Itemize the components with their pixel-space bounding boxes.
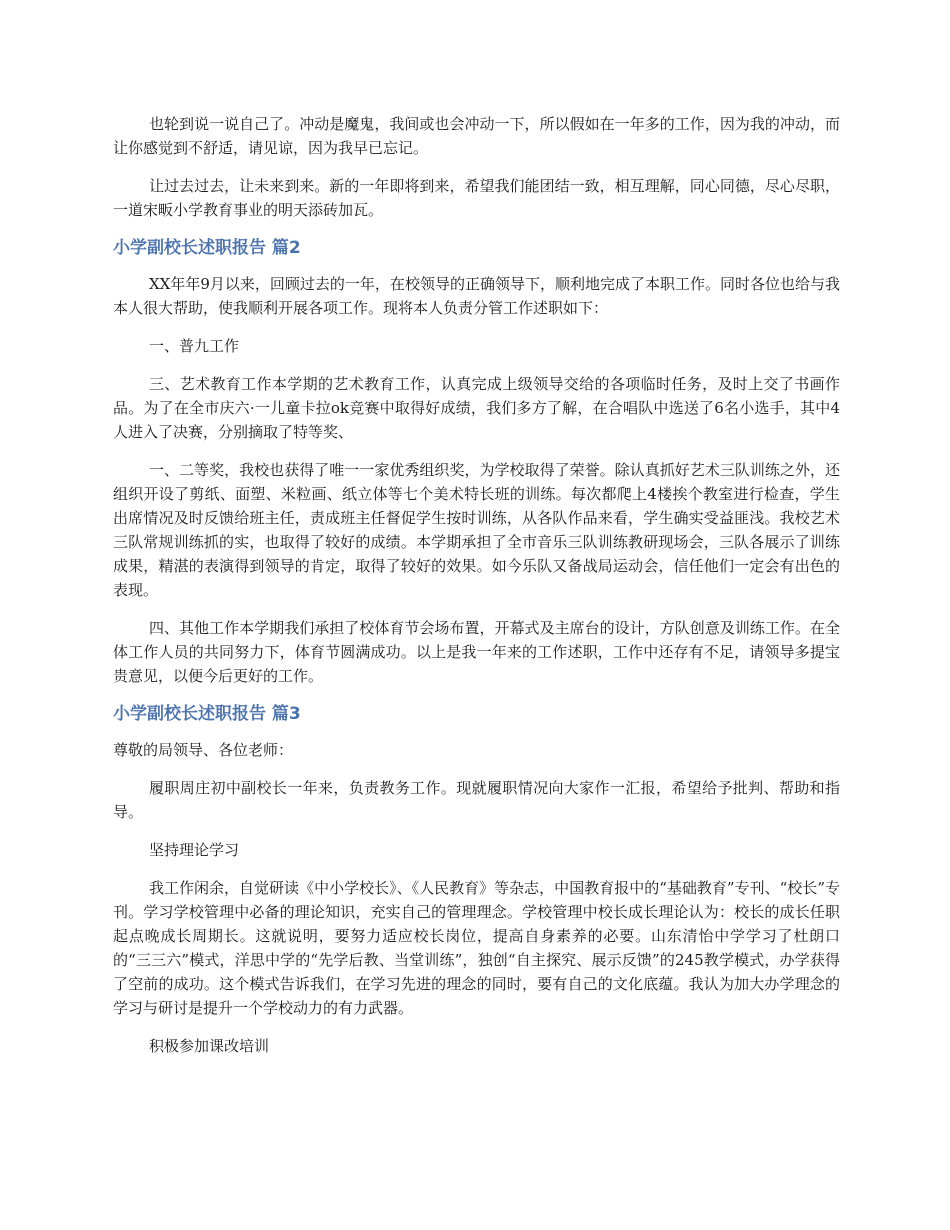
- paragraph: 一、普九工作: [149, 337, 240, 355]
- paragraph: 也轮到说一说自己了。冲动是魔鬼，我间或也会冲动一下，所以假如在一年多的工作，因为我的冲动，而让你感觉到不舒适，请见谅，因为我早已忘记。: [113, 115, 840, 157]
- paragraph: 让过去过去，让未来到来。新的一年即将到来，希望我们能团结一致，相互理解，同心同德，尽心尽职，一道宋畈小学教育事业的明天添砖加瓦。: [113, 177, 840, 219]
- section-heading: 小学副校长述职报告 篇2: [113, 238, 301, 258]
- section-heading: 小学副校长述职报告 篇3: [113, 704, 301, 724]
- paragraph: 积极参加课改培训: [149, 1037, 270, 1055]
- paragraph: 坚持理论学习: [149, 841, 240, 859]
- paragraph: 我工作闲余，自觉研读《中小学校长》、《人民教育》等杂志，中国教育报中的“基础教育”专刊、“校长”专刊。学习学校管理中必备的理论知识，充实自己的管理理念。学校管理中校长成长理论认为：校长的成长任职起点晚成长周期长。这就说明，要努力适应校长岗位，提高自身素养的必要。山东清怡中学学习了杜朗口的“三三六”模式，洋思中学的“先学后教、当堂训练”，独创“自主探究、展示反馈”的245教学模式，办学获得了空前的成功。这个模式告诉我们，在学习先进的理念的同时，要有自己的文化底蕴。我认为加大办学理念的学习与研讨是提升一个学校动力的有力武器。: [113, 879, 840, 1017]
- paragraph: 履职周庄初中副校长一年来，负责教务工作。现就履职情况向大家作一汇报，希望给予批判、帮助和指导。: [113, 779, 840, 821]
- paragraph: XX年年9月以来，回顾过去的一年，在校领导的正确领导下，顺利地完成了本职工作。同时各位也给与我本人很大帮助，使我顺利开展各项工作。现将本人负责分管工作述职如下：: [113, 275, 840, 317]
- document-page: [113, 112, 840, 1072]
- greeting: 尊敬的局领导、各位老师：: [113, 741, 294, 759]
- paragraph: 一、二等奖，我校也获得了唯一一家优秀组织奖，为学校取得了荣誉。除认真抓好艺术三队训练之外，还组织开设了剪纸、面塑、米粒画、纸立体等七个美术特长班的训练。每次都爬上4楼挨个教室进行检查，学生出席情况及时反馈给班主任，责成班主任督促学生按时训练，从各队作品来看，学生确实受益匪浅。我校艺术三队常规训练抓的实，也取得了较好的成绩。本学期承担了全市音乐三队训练教研现场会，三队各展示了训练成果，精湛的表演得到领导的肯定，取得了较好的效果。如今乐队又备战局运动会，信任他们一定会有出色的表现。: [113, 461, 840, 599]
- paragraph: 四、其他工作本学期我们承担了校体育节会场布置，开幕式及主席台的设计，方队创意及训练工作。在全体工作人员的共同努力下，体育节圆满成功。以上是我一年来的工作述职，工作中还存有不足，请领导多提宝贵意见，以便今后更好的工作。: [113, 619, 840, 685]
- paragraph: 三、艺术教育工作本学期的艺术教育工作，认真完成上级领导交给的各项临时任务，及时上交了书画作品。为了在全市庆六·一儿童卡拉ok竞赛中取得好成绩，我们多方了解，在合唱队中选送了6名小选手，其中4人进入了决赛，分别摘取了特等奖、: [113, 375, 840, 441]
